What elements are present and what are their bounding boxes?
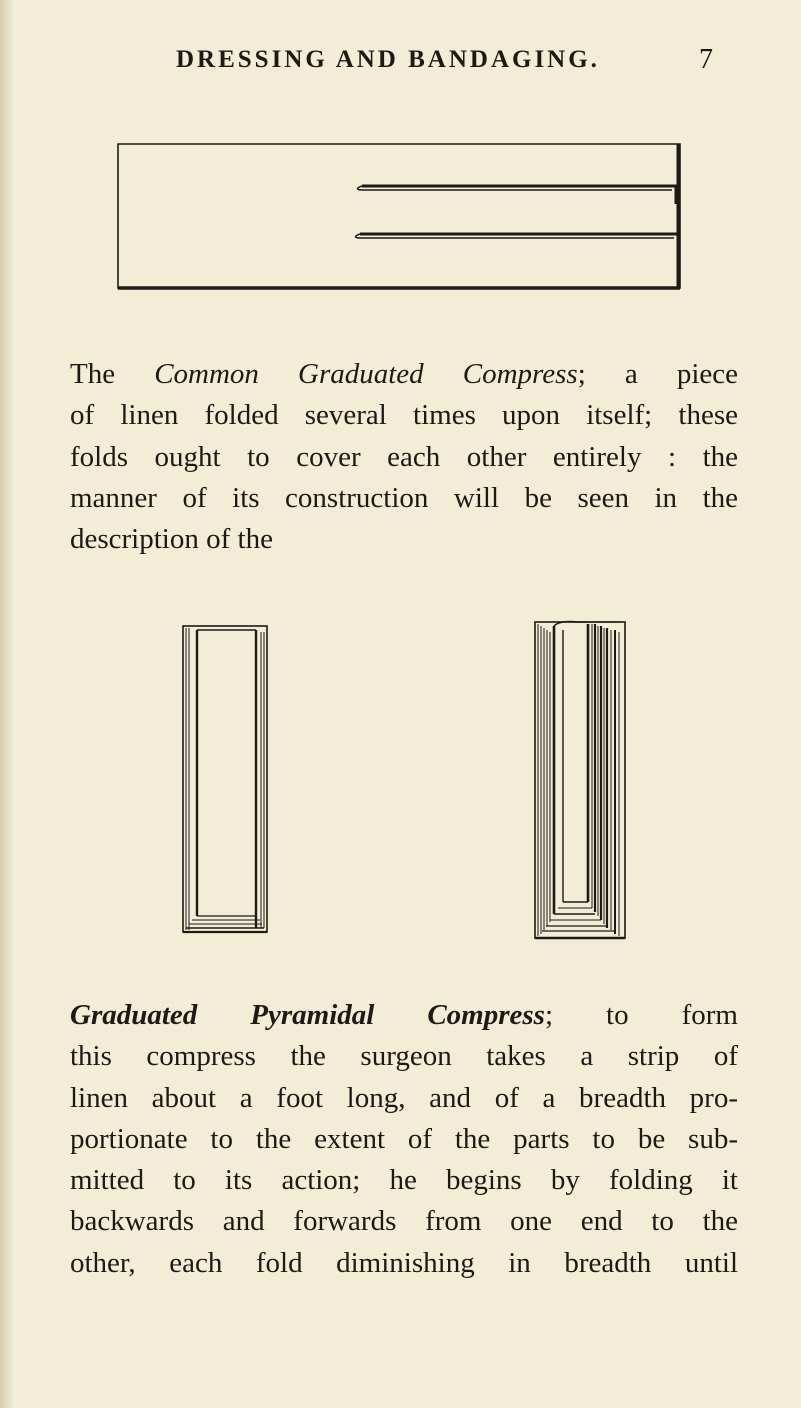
text-line-fragment: ; to form (544, 999, 738, 1031)
text-line: of linen folded several times upon itself; these (70, 399, 738, 432)
running-title: DRESSING AND BANDAGING. (176, 46, 600, 73)
text-line: backwards and forwards from one end to the (70, 1205, 738, 1238)
figure-compress-end-view (176, 620, 276, 938)
page-edge-shadow (0, 0, 14, 1408)
text-line: description of the (70, 523, 273, 556)
paragraph-pyramidal-compress (70, 995, 738, 1284)
term-common-graduated-compress: Common Graduated Compress (154, 358, 578, 390)
text-line: manner of its construction will be seen in the (70, 481, 738, 514)
figure-pyramidal-compress (530, 618, 630, 942)
text-line: this compress the surgeon takes a strip of (70, 1040, 738, 1073)
term-graduated-pyramidal-compress: Graduated Pyramidal Compress (70, 999, 545, 1031)
figure-common-graduated-compress (112, 136, 684, 296)
text-line (70, 995, 738, 1036)
text-line: linen about a foot long, and of a breadth pro- (70, 1081, 738, 1114)
text-line (70, 354, 738, 395)
page-number: 7 (699, 44, 713, 75)
text-line-fragment: ; a piece (577, 358, 738, 390)
compress-fold-2 (360, 234, 678, 248)
text-line: portionate to the extent of the parts to be sub- (70, 1122, 738, 1155)
compress-outer-outline (183, 626, 267, 932)
text-line: mitted to its action; he begins by folding it (70, 1164, 738, 1197)
compress-fold-1 (362, 186, 676, 204)
lead-article: The (70, 358, 155, 390)
compress-outer-fold (118, 144, 680, 288)
paragraph-common-compress (70, 354, 738, 560)
text-line: folds ought to cover each other entirely : the (70, 440, 738, 473)
running-head (0, 46, 801, 82)
text-line: other, each fold diminishing in breadth until (70, 1246, 738, 1279)
